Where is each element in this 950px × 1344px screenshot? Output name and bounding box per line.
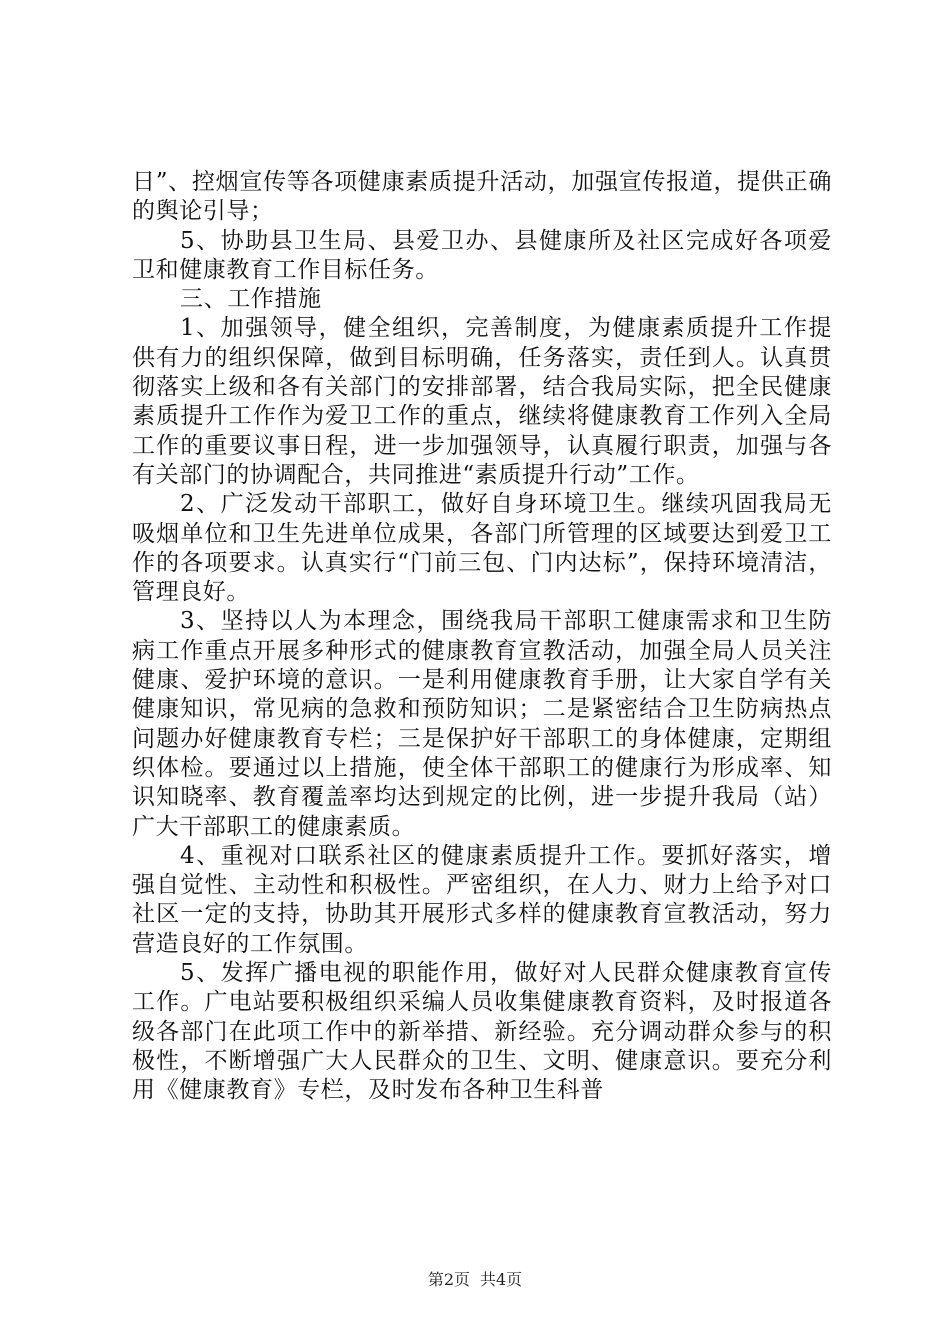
document-body [132, 168, 832, 1106]
page-number: 第2页 [427, 1270, 470, 1289]
paragraph-measure-5: 5、发挥广播电视的职能作用，做好对人民群众健康教育宣传工作。广电站要积极组织采编人员收集健康教育资料，及时报道各级各部门在此项工作中的新举措、新经验。充分调动群众参与的积极性，不断增强广大人民群众的卫生、文明、健康意识。要充分利用《健康教育》专栏，及时发布各种卫生科普 [132, 960, 832, 1104]
paragraph-measure-1: 1、加强领导，健全组织，完善制度，为健康素质提升工作提供有力的组织保障，做到目标明确，任务落实，责任到人。认真贯彻落实上级和各有关部门的安排部署，结合我局实际，把全民健康素质提升工作作为爱卫工作的重点，继续将健康教育工作列入全局工作的重要议事日程，进一步加强领导，认真履行职责，加强与各有关部门的协调配合，共同推进“素质提升行动”工作。 [132, 315, 832, 488]
paragraph-measure-3: 3、坚持以人为本理念，围绕我局干部职工健康需求和卫生防病工作重点开展多种形式的健康教育宣教活动，加强全局人员关注健康、爱护环境的意识。一是利用健康教育手册，让大家自学有关健康知识，常见病的急救和预防知识；二是紧密结合卫生防病热点问题办好健康教育专栏；三是保护好干部职工的身体健康，定期组织体检。要通过以上措施，使全体干部职工的健康行为形成率、知识知晓率、教育覆盖率均达到规定的比例，进一步提升我局（站）广大干部职工的健康素质。 [132, 608, 832, 840]
paragraph-measure-2: 2、广泛发动干部职工，做好自身环境卫生。继续巩固我局无吸烟单位和卫生先进单位成果，各部门所管理的区域要达到爱卫工作的各项要求。认真实行“门前三包、门内达标”，保持环境清洁，管理良好。 [132, 491, 832, 606]
paragraph-continuation: 日”、控烟宣传等各项健康素质提升活动，加强宣传报道，提供正确的舆论引导； [132, 169, 832, 225]
page-total: 共4页 [480, 1270, 523, 1289]
section-heading-work-measures: 三、工作措施 [180, 286, 322, 313]
paragraph-measure-4: 4、重视对口联系社区的健康素质提升工作。要抓好落实，增强自觉性、主动性和积极性。严密组织，在人力、财力上给予对口社区一定的支持，协助其开展形式多样的健康教育宣教活动，努力营造良好的工作氛围。 [132, 842, 832, 957]
page-footer [0, 1270, 950, 1290]
paragraph-item-5-assist: 5、协助县卫生局、县爱卫办、县健康所及社区完成好各项爱卫和健康教育工作目标任务。 [132, 227, 832, 283]
